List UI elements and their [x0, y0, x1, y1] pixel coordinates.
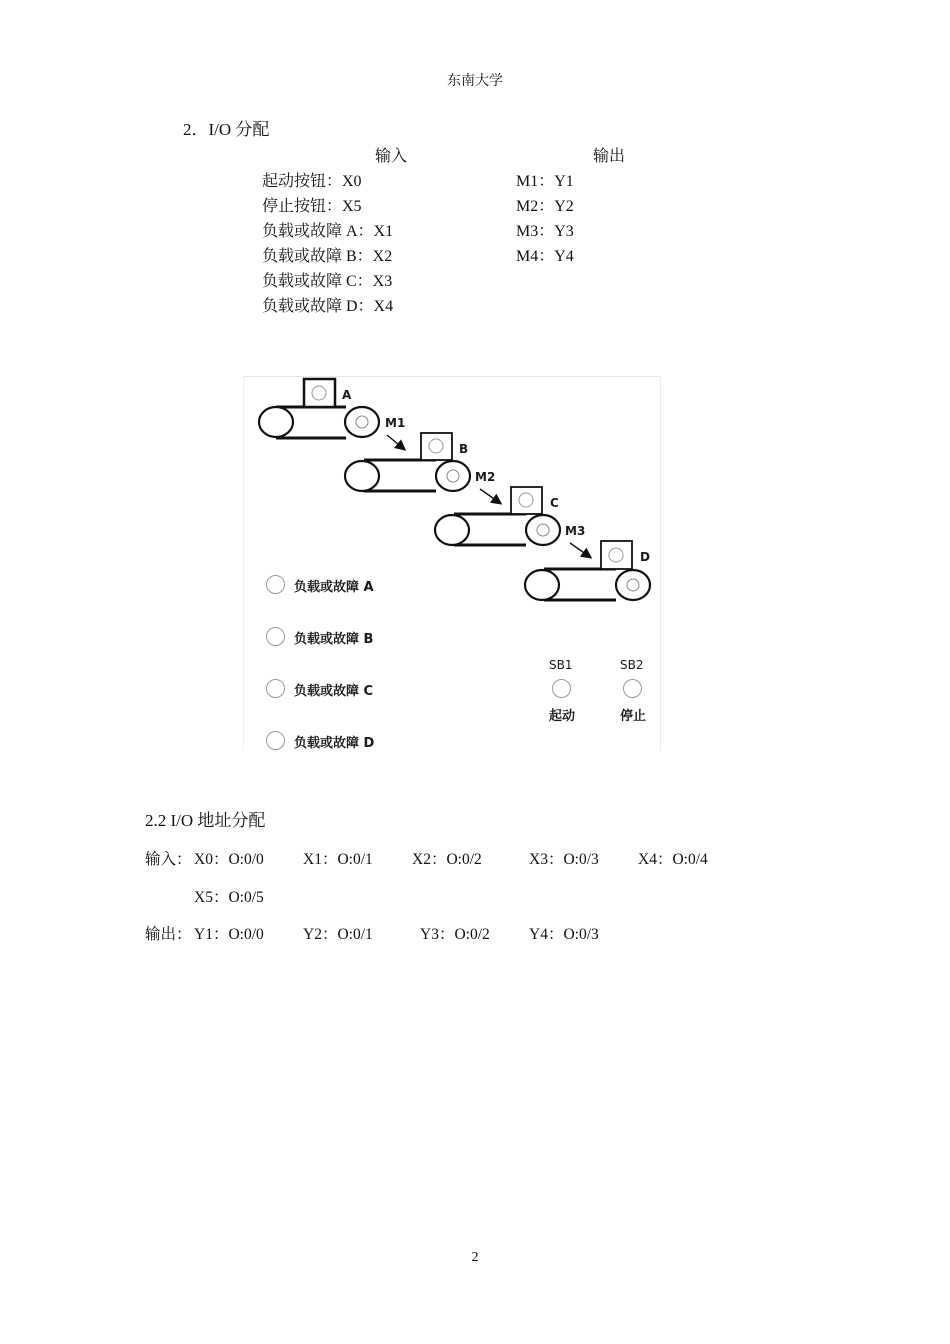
input-item: 负载或故障 B：X2	[262, 248, 393, 265]
button-code-sb2: SB2	[620, 658, 644, 672]
section-title-address-allocation: 2.2 I/O 地址分配	[145, 811, 266, 830]
fault-radio-b[interactable]	[266, 627, 285, 646]
motor-arrow-m3	[570, 543, 590, 557]
conveyor-diagram	[243, 376, 661, 751]
fault-radio-label-c: 负载或故障 C	[294, 684, 374, 699]
address-output-item: Y2：O:0/1	[303, 926, 373, 943]
motor-arrow-m2	[480, 489, 500, 503]
address-input-prefix: 输入：	[145, 851, 192, 868]
fault-radio-label-d: 负载或故障 D	[294, 736, 375, 751]
page-header: 东南大学	[447, 74, 503, 89]
box-label-c: C	[550, 496, 559, 510]
address-input-item: X5：O:0/5	[194, 889, 264, 906]
output-column-header: 输出	[593, 148, 626, 165]
conveyor-4	[525, 541, 650, 600]
fault-radio-label-b: 负载或故障 B	[294, 632, 374, 647]
output-item: M2：Y2	[516, 198, 574, 215]
button-code-sb1: SB1	[549, 658, 573, 672]
motor-arrow-m1	[387, 435, 404, 449]
stop-button-label: 停止	[620, 709, 647, 724]
address-output-prefix: 输出：	[145, 926, 192, 943]
start-button[interactable]	[552, 679, 571, 698]
fault-radio-d[interactable]	[266, 731, 285, 750]
output-item: M4：Y4	[516, 248, 574, 265]
input-item: 停止按钮：X5	[262, 198, 362, 215]
box-label-a: A	[342, 388, 352, 402]
fault-radio-a[interactable]	[266, 575, 285, 594]
motor-label-m3: M3	[565, 524, 586, 538]
page-number: 2	[471, 1250, 479, 1265]
input-item: 负载或故障 C：X3	[262, 273, 393, 290]
address-input-item: X2：O:0/2	[412, 851, 482, 868]
address-input-item: X1：O:0/1	[303, 851, 373, 868]
fault-radio-label-a: 负载或故障 A	[294, 580, 374, 595]
fault-radio-c[interactable]	[266, 679, 285, 698]
address-input-item: X4：O:0/4	[638, 851, 708, 868]
input-item: 起动按钮：X0	[262, 173, 362, 190]
start-button-label: 起动	[549, 709, 576, 724]
address-output-item: Y4：O:0/3	[529, 926, 599, 943]
section-title-io-allocation: 2．I/O 分配	[183, 120, 270, 139]
box-label-b: B	[459, 442, 469, 456]
address-input-item: X0：O:0/0	[194, 851, 264, 868]
address-input-item: X3：O:0/3	[529, 851, 599, 868]
motor-label-m2: M2	[475, 470, 496, 484]
input-item: 负载或故障 D：X4	[262, 298, 394, 315]
motor-label-m1: M1	[385, 416, 406, 430]
box-label-d: D	[640, 550, 650, 564]
conveyor-1	[259, 379, 379, 438]
output-item: M3：Y3	[516, 223, 574, 240]
conveyor-2	[345, 433, 470, 491]
address-output-item: Y1：O:0/0	[194, 926, 264, 943]
input-column-header: 输入	[375, 148, 408, 165]
output-item: M1：Y1	[516, 173, 574, 190]
input-item: 负载或故障 A：X1	[262, 223, 394, 240]
conveyor-3	[435, 487, 560, 545]
stop-button[interactable]	[623, 679, 642, 698]
address-output-item: Y3：O:0/2	[420, 926, 490, 943]
